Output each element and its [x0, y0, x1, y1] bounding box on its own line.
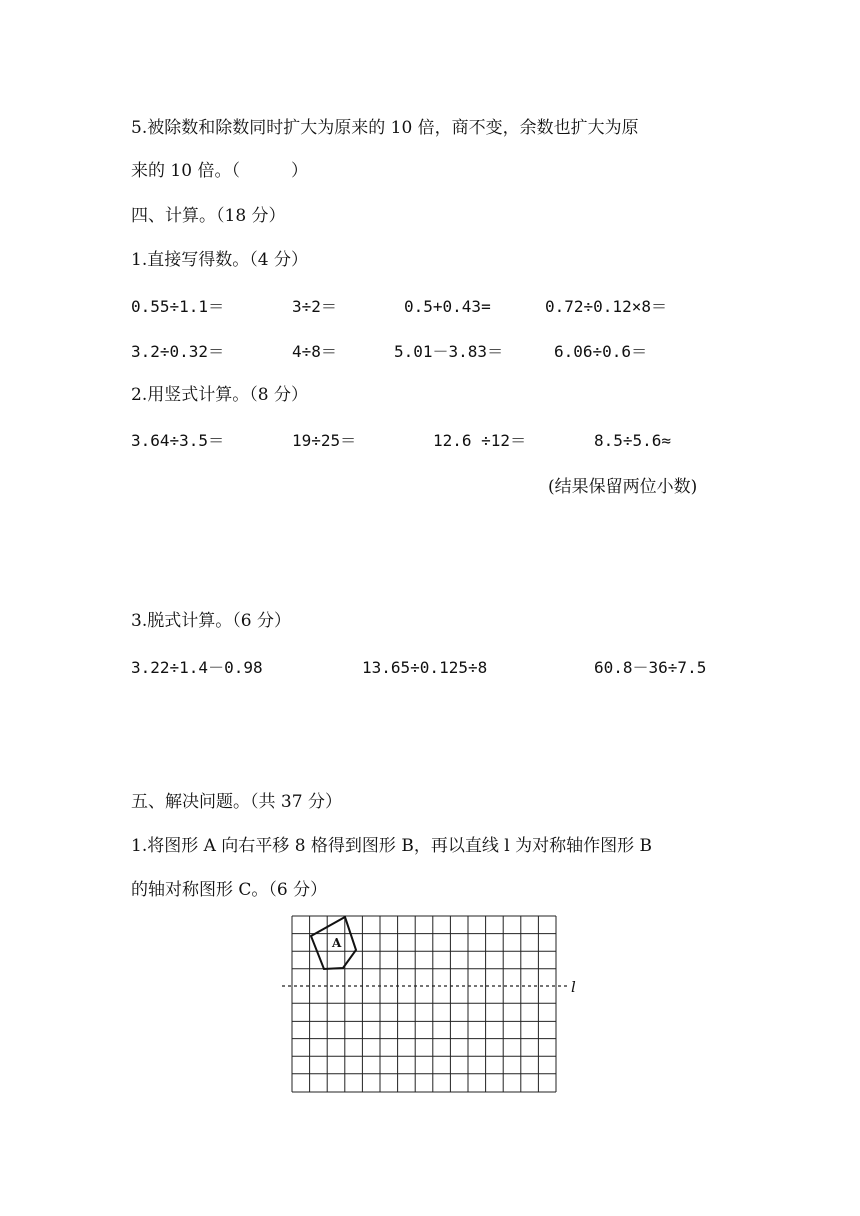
- section5-q1-line2: 的轴对称图形 C。（6 分）: [131, 880, 328, 900]
- part1-row2-item2: 4÷8＝: [292, 342, 337, 361]
- part3-item1: 3.22÷1.4－0.98: [131, 658, 263, 677]
- section4-title: 四、计算。（18 分）: [131, 206, 286, 226]
- q5-line1: 5.被除数和除数同时扩大为原来的 10 倍，商不变，余数也扩大为原: [131, 118, 639, 138]
- part1-row2-item3: 5.01－3.83＝: [394, 342, 504, 361]
- part2-item3: 12.6 ÷12＝: [433, 431, 527, 450]
- shape-a-label: A: [332, 936, 342, 950]
- part1-row1-item1: 0.55÷1.1＝: [131, 297, 225, 316]
- part1-row1-item3: 0.5+0.43=: [404, 297, 491, 316]
- part2-title: 2.用竖式计算。（8 分）: [131, 385, 308, 405]
- part1-row2-item4: 6.06÷0.6＝: [554, 342, 648, 361]
- part2-note: (结果保留两位小数): [548, 477, 698, 497]
- part1-row2-item1: 3.2÷0.32＝: [131, 342, 225, 361]
- part2-item2: 19÷25＝: [292, 431, 357, 450]
- part3-item2: 13.65÷0.125÷8: [362, 658, 488, 677]
- q5-line2: 来的 10 倍。（ ）: [131, 161, 308, 181]
- section5-title: 五、解决问题。（共 37 分）: [131, 792, 342, 812]
- part1-row1-item4: 0.72÷0.12×8＝: [545, 297, 667, 316]
- axis-label: l: [571, 978, 576, 996]
- grid-figure: [280, 912, 585, 1097]
- part3-item3: 60.8－36÷7.5: [594, 658, 707, 677]
- part3-title: 3.脱式计算。（6 分）: [131, 611, 291, 631]
- part1-row1-item2: 3÷2＝: [292, 297, 337, 316]
- part2-item4: 8.5÷5.6≈: [594, 431, 672, 450]
- part1-title: 1.直接写得数。（4 分）: [131, 250, 308, 270]
- section5-q1-line1: 1.将图形 A 向右平移 8 格得到图形 B，再以直线 l 为对称轴作图形 B: [131, 836, 652, 856]
- part2-item1: 3.64÷3.5＝: [131, 431, 225, 450]
